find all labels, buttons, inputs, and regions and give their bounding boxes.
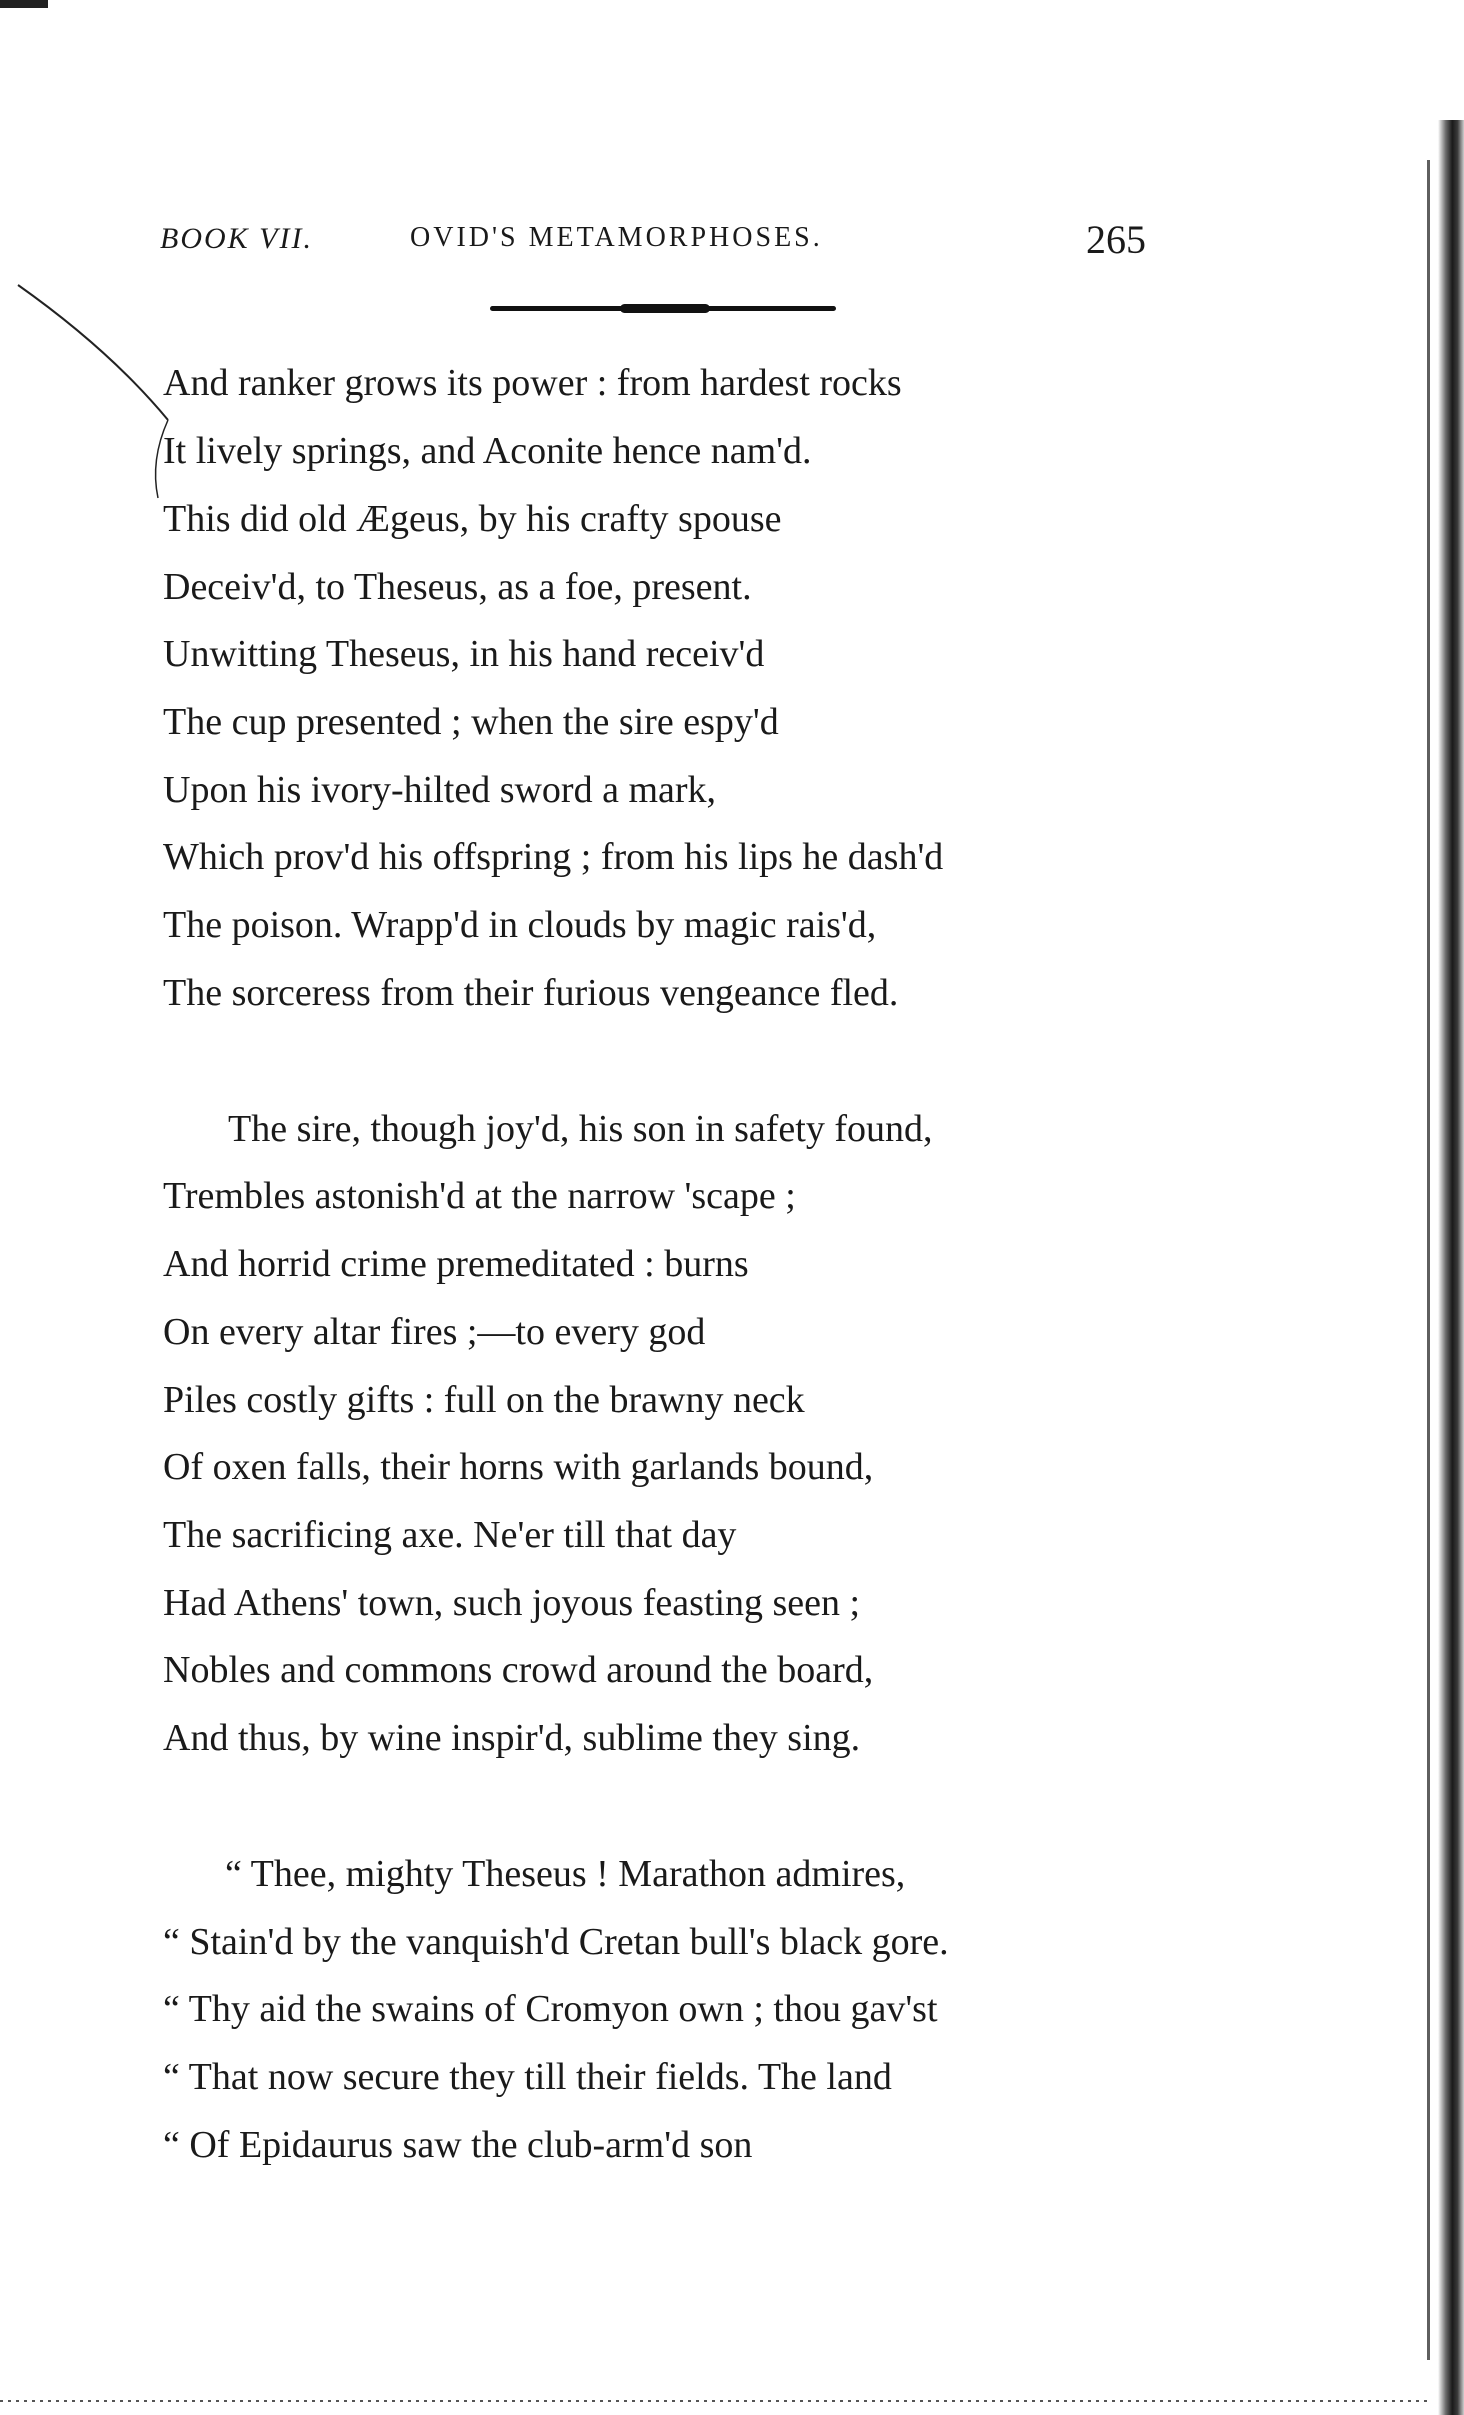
verse-line: The cup presented ; when the sire espy'd — [163, 701, 779, 743]
verse-line: “ Thy aid the swains of Cromyon own ; thou gav'st — [163, 1988, 938, 2030]
margin-pencil-curve — [0, 260, 180, 500]
header-rule — [490, 306, 836, 311]
verse-line: It lively springs, and Aconite hence nam'd. — [163, 430, 812, 472]
binding-shadow — [1438, 120, 1464, 2415]
verse-line: Which prov'd his offspring ; from his lips he dash'd — [163, 836, 944, 878]
verse-line: The sacrificing axe. Ne'er till that day — [163, 1514, 737, 1556]
verse-line: And horrid crime premeditated : burns — [163, 1243, 749, 1285]
verse-line: On every altar fires ;—to every god — [163, 1311, 706, 1353]
verse-line: Trembles astonish'd at the narrow 'scape ; — [163, 1175, 796, 1217]
verse-line: Deceiv'd, to Theseus, as a foe, present. — [163, 566, 752, 608]
verse-line: “ That now secure they till their fields. The land — [163, 2056, 892, 2098]
verse-line: Upon his ivory-hilted sword a mark, — [163, 769, 717, 811]
binding-line — [1427, 160, 1430, 2360]
book-label: BOOK VII. — [160, 222, 313, 255]
page-number: 265 — [1086, 217, 1146, 262]
verse-line: Piles costly gifts : full on the brawny neck — [163, 1379, 805, 1421]
page-edge-speckle — [0, 2393, 1430, 2407]
verse-line: “ Thee, mighty Theseus ! Marathon admires, — [225, 1853, 906, 1895]
verse-line: “ Stain'd by the vanquish'd Cretan bull's black gore. — [163, 1921, 949, 1963]
verse-line: And thus, by wine inspir'd, sublime they sing. — [163, 1717, 861, 1759]
verse-line: The sorceress from their furious vengeance fled. — [163, 972, 899, 1014]
verse-line: Of oxen falls, their horns with garlands bound, — [163, 1446, 874, 1488]
verse-line: The poison. Wrapp'd in clouds by magic rais'd, — [163, 904, 877, 946]
verse-line: Nobles and commons crowd around the board, — [163, 1649, 874, 1691]
running-header — [0, 217, 1464, 272]
verse-line: And ranker grows its power : from hardest rocks — [163, 362, 902, 404]
verse-line: The sire, though joy'd, his son in safety found, — [228, 1108, 933, 1150]
verse-line: Had Athens' town, such joyous feasting seen ; — [163, 1582, 861, 1624]
verse-line: “ Of Epidaurus saw the club-arm'd son — [163, 2124, 753, 2166]
verse-line: Unwitting Theseus, in his hand receiv'd — [163, 633, 765, 675]
running-title: OVID'S METAMORPHOSES. — [410, 222, 823, 253]
corner-mark — [0, 0, 48, 8]
verse-line: This did old Ægeus, by his crafty spouse — [163, 498, 782, 540]
